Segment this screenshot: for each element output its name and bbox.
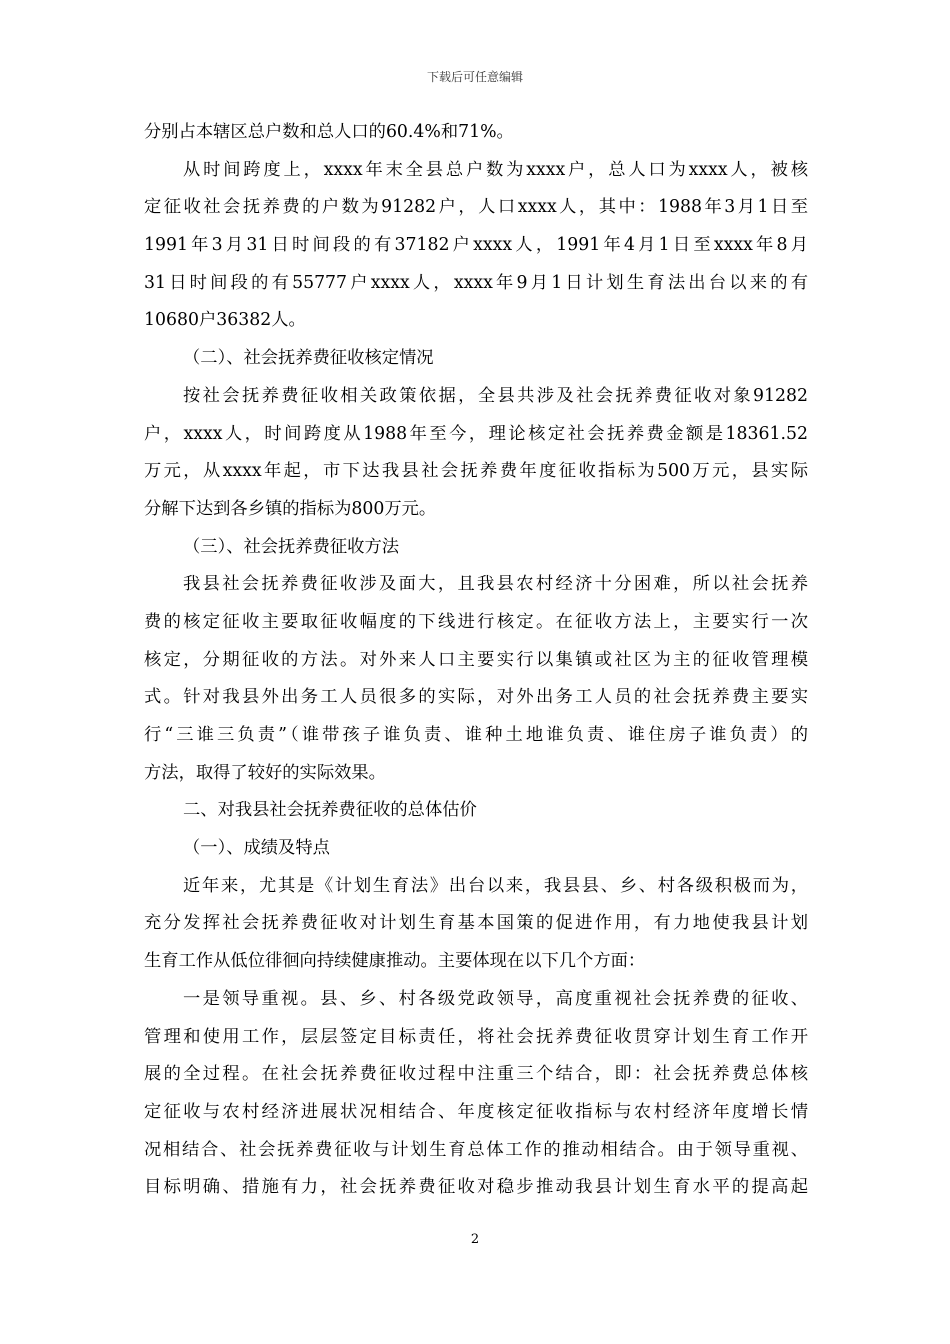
text-line: （一）、成绩及特点 — [183, 838, 330, 859]
page-number: 2 — [470, 1232, 480, 1247]
text-line: 管理和使用工作，层层签定目标责任，将社会抚养费征收贯穿计划生育工作开 — [144, 1026, 808, 1047]
text-line: 按社会抚养费征收相关政策依据，全县共涉及社会抚养费征收对象91282 — [183, 385, 808, 406]
text-line: 10680户36382人。 — [144, 310, 306, 331]
text-line: 从时间跨度上，xxxx年末全县总户数为xxxx户，总人口为xxxx人，被核 — [183, 159, 808, 180]
text-line: 目标明确、措施有力，社会抚养费征收对稳步推动我县计划生育水平的提高起 — [144, 1177, 808, 1198]
text-line: 费的核定征收主要取征收幅度的下线进行核定。在征收方法上，主要实行一次 — [144, 611, 808, 632]
text-line: 分别占本辖区总户数和总人口的60.4%和71%。 — [144, 122, 514, 142]
text-line: 近年来，尤其是《计划生育法》出台以来，我县县、乡、村各级积极而为， — [183, 875, 808, 896]
text-line: 行“三谁三负责”（谁带孩子谁负责、谁种土地谁负责、谁住房子谁负责）的 — [144, 725, 808, 745]
page-header: 下载后可任意编辑 — [426, 70, 523, 84]
text-line: 核定，分期征收的方法。对外来人口主要实行以集镇或社区为主的征收管理模 — [144, 649, 808, 670]
text-line: 户，xxxx人，时间跨度从1988年至今，理论核定社会抚养费金额是18361.52 — [144, 423, 808, 444]
text-line: （三）、社会抚养费征收方法 — [183, 536, 400, 557]
text-line: 1991年3月31日时间段的有37182户xxxx人，1991年4月1日至xxxx年8月 — [144, 235, 808, 256]
text-line: 二、对我县社会抚养费征收的总体估价 — [183, 800, 477, 821]
document-body — [144, 114, 808, 1207]
text-line: 充分发挥社会抚养费征收对计划生育基本国策的促进作用，有力地使我县计划 — [144, 913, 808, 934]
text-line: 况相结合、社会抚养费征收与计划生育总体工作的推动相结合。由于领导重视、 — [144, 1139, 808, 1160]
text-line: 一是领导重视。县、乡、村各级党政领导，高度重视社会抚养费的征收、 — [183, 988, 808, 1009]
text-line: 定征收与农村经济进展状况相结合、年度核定征收指标与农村经济年度增长情 — [144, 1101, 808, 1122]
text-line: 万元，从xxxx年起，市下达我县社会抚养费年度征收指标为500万元，县实际 — [144, 461, 808, 482]
text-line: 分解下达到各乡镇的指标为800万元。 — [144, 498, 437, 519]
text-line: 展的全过程。在社会抚养费征收过程中注重三个结合，即：社会抚养费总体核 — [144, 1064, 808, 1085]
text-line: 式。针对我县外出务工人员很多的实际，对外出务工人员的社会抚养费主要实 — [144, 687, 808, 708]
text-line: 生育工作从低位徘徊向持续健康推动。主要体现在以下几个方面： — [144, 951, 646, 972]
text-line: 方法，取得了较好的实际效果。 — [144, 762, 386, 783]
text-line: 我县社会抚养费征收涉及面大，且我县农村经济十分困难，所以社会抚养 — [183, 574, 808, 595]
text-line: （二）、社会抚养费征收核定情况 — [183, 348, 434, 369]
text-line: 31日时间段的有55777户xxxx人，xxxx年9月1日计划生育法出台以来的有 — [144, 272, 808, 293]
text-line: 定征收社会抚养费的户数为91282户，人口xxxx人，其中：1988年3月1日至 — [144, 197, 808, 218]
